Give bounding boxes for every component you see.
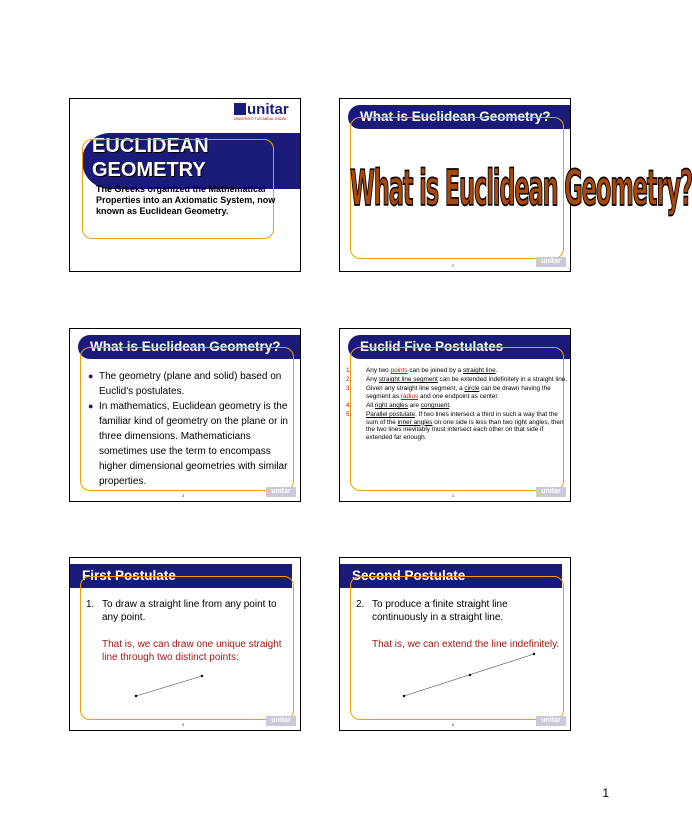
slide-page-number: 3 (182, 493, 185, 498)
slide-page-number: 4 (452, 493, 455, 498)
unitar-logo-small: unitar (266, 716, 296, 726)
page-number: 1 (602, 786, 609, 800)
slide-5 (69, 557, 301, 731)
postulate-item: 4. All right angles are congruent. (346, 401, 451, 409)
slide-subtitle: The Greeks organized the Mathematical Properties into an Axiomatic System, now known as Euclidean Geometry. (96, 184, 276, 216)
postulate-list (346, 367, 568, 443)
bullet-item: ● In mathematics, Euclidean geometry is the familiar kind of geometry on the plane or in three dimensions. Mathematicians sometimes use the term to encompass higher dimensional geometries with similar properties. (88, 399, 293, 489)
slide-4 (339, 328, 571, 502)
postulate-text: 2. To produce a finite straight line continuously in a straight line. (356, 599, 508, 623)
slide-page-number: 6 (452, 722, 455, 727)
postulate-item: 1. Any two points can be joined by a straight line. (346, 367, 498, 374)
link-points[interactable]: points (390, 367, 408, 374)
link-inner-angles[interactable]: inner angles (397, 418, 433, 426)
link-parallel-postulate[interactable]: Parallel postulate (366, 410, 416, 418)
slide-title: Euclid Five Postulates (348, 335, 570, 359)
line-diagram (340, 558, 570, 730)
slide-page-number: 2 (452, 263, 455, 268)
postulate-item: 3. Given any straight line segment, a circle can be drawn having the segment as radius and one endpoint as center. (346, 385, 551, 400)
explanation-text: That is, we can extend the line indefinitely. (372, 639, 560, 650)
link-right-angles[interactable]: right angles (374, 401, 408, 409)
bullet-item: ● The geometry (plane and solid) based on Euclid's postulates. (88, 369, 293, 399)
link-straight-line[interactable]: straight line (463, 367, 496, 374)
slide-title: What is Euclidean Geometry? (348, 105, 570, 129)
line-diagram (70, 558, 300, 730)
slide-6 (339, 557, 571, 731)
wordart-title: What is Euclidean Geometry? (350, 159, 692, 217)
slide-page-number: 5 (182, 722, 185, 727)
slide-title-line1: EUCLIDEAN (92, 135, 209, 157)
slide-title: First Postulate (70, 564, 292, 588)
slide-3 (69, 328, 301, 502)
logo-subtitle: UNIVERSITI TUN ABDUL RAZAK (234, 117, 287, 121)
explanation-text: That is, we can draw one unique straight line through two distinct points: (102, 639, 282, 663)
logo-word: unitar (247, 101, 289, 118)
bullet-list (88, 369, 293, 489)
link-radius[interactable]: radius (400, 392, 419, 400)
unitar-logo-small: unitar (536, 716, 566, 726)
unitar-logo (234, 103, 290, 127)
slide-2 (339, 98, 692, 272)
link-circle[interactable]: circle (464, 385, 480, 393)
slide-title: Second Postulate (340, 564, 562, 588)
unitar-logo-small: unitar (536, 257, 566, 267)
link-congruent[interactable]: congruent (420, 401, 450, 409)
postulate-text: 1. To draw a straight line from any point to any point. (86, 599, 277, 623)
link-straight-line-segment[interactable]: straight line segment (378, 376, 438, 384)
unitar-logo-small: unitar (266, 487, 296, 497)
slide-title: What is Euclidean Geometry? (78, 335, 300, 359)
postulate-item: 2. Any straight line segment can be extended indefinitely in a straight line. (346, 376, 568, 384)
unitar-logo-small: unitar (536, 487, 566, 497)
logo-mark-icon (234, 103, 246, 115)
postulate-item: 5. Parallel postulate. If two lines intersect a third in such a way that the sum of the inner angles on one side is less than two right angles, then the two lines inevitably must intersect each other on that side if extended far enough. (346, 410, 564, 441)
slide-1 (69, 98, 301, 272)
slide-title-line2: GEOMETRY (92, 159, 206, 181)
